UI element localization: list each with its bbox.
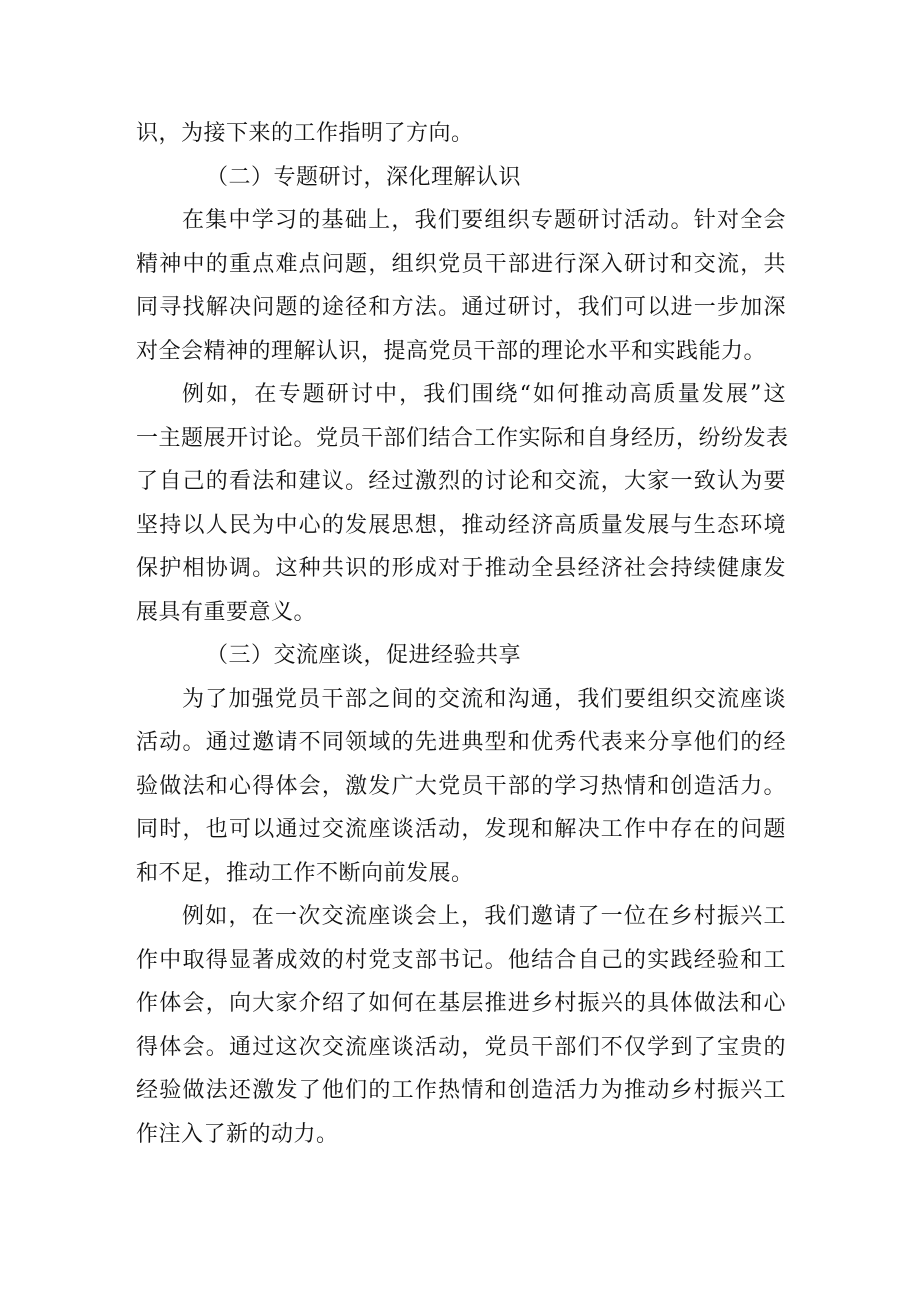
text-line: 精神中的重点难点问题，组织党员干部进行深入研讨和交流，共 [136,251,786,277]
text-line: 了自己的看法和建议。经过激烈的讨论和交流，大家一致认为要 [136,469,786,494]
text-line: 活动。通过邀请不同领域的先进典型和优秀代表来分享他们的经 [136,730,786,755]
text-line: 验做法和心得体会，激发广大党员干部的学习热情和创造活力。 [136,773,786,799]
text-line: 保护相协调。这种共识的形成对于推动全县经济社会持续健康发 [136,556,786,581]
document-body [136,112,789,1156]
text-line: 作中取得显著成效的村党支部书记。他结合自己的实践经验和工 [136,947,786,973]
text-line: 为了加强党员干部之间的交流和沟通，我们要组织交流座谈 [182,686,786,712]
document-page [136,112,789,1156]
text-line: 得体会。通过这次交流座谈活动，党员干部们不仅学到了宝贵的 [136,1034,786,1060]
text-line: 作体会，向大家介绍了如何在基层推进乡村振兴的具体做法和心 [136,991,786,1016]
text-line: 在集中学习的基础上，我们要组织专题研讨活动。针对全会 [182,208,786,233]
text-line: 经验做法还激发了他们的工作热情和创造活力为推动乡村振兴工 [136,1078,786,1103]
section-heading: （三）交流座谈，促进经验共享 [206,643,522,668]
text-line: 展具有重要意义。 [136,599,317,625]
text-line: 和不足，推动工作不断向前发展。 [136,860,474,886]
text-line: 同时，也可以通过交流座谈活动，发现和解决工作中存在的问题 [136,817,786,842]
text-line: 对全会精神的理解认识，提高党员干部的理论水平和实践能力。 [136,338,767,364]
text-line: 例如，在专题研讨中，我们围绕“如何推动高质量发展”这 [182,382,786,407]
text-line: 例如，在一次交流座谈会上，我们邀请了一位在乡村振兴工 [182,904,786,929]
section-heading: （二）专题研讨，深化理解认识 [206,164,522,190]
text-line: 一主题展开讨论。党员干部们结合工作实际和自身经历，纷纷发表 [136,425,789,451]
text-line: 识，为接下来的工作指明了方向。 [136,121,474,146]
text-line: 同寻找解决问题的途径和方法。通过研讨，我们可以进一步加深 [136,295,786,320]
text-line: 作注入了新的动力。 [136,1121,339,1147]
text-line: 坚持以人民为中心的发展思想，推动经济高质量发展与生态环境 [136,512,786,538]
